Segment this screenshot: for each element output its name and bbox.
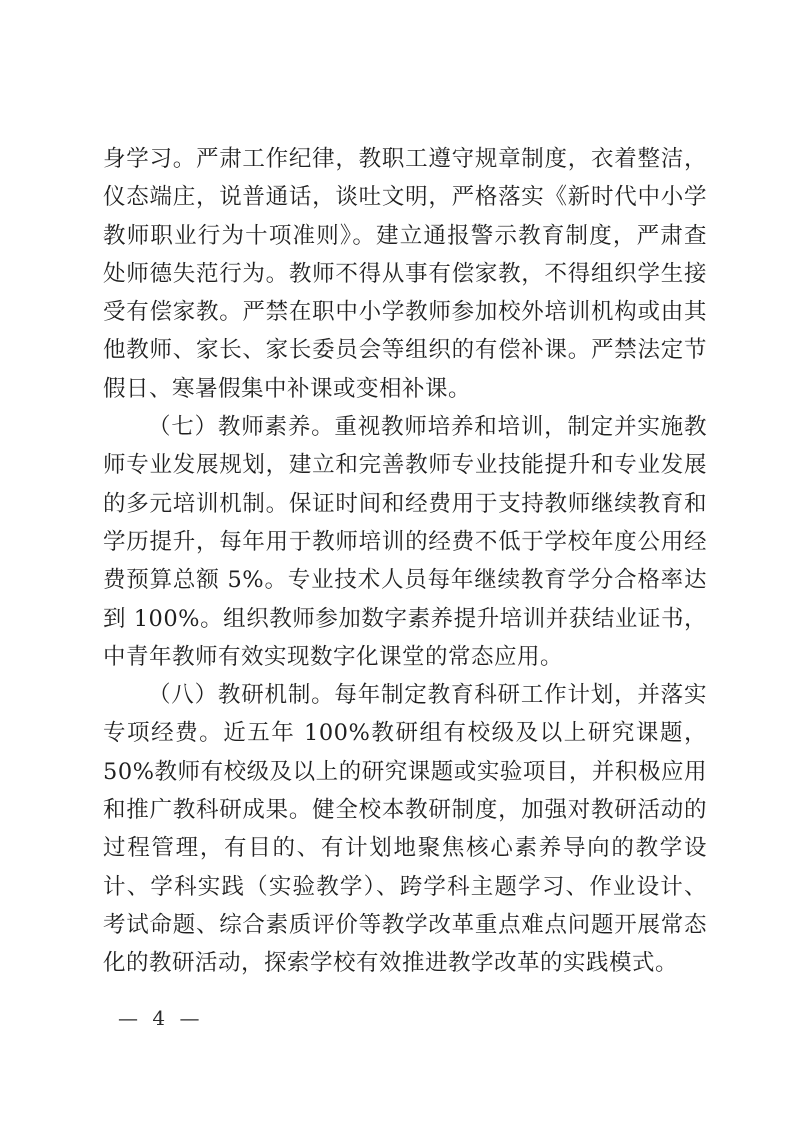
document-body (103, 140, 707, 983)
page-number: — 4 — (118, 1006, 204, 1030)
body-paragraph-item-8: （八）教研机制。每年制定教育科研工作计划，并落实专项经费。近五年 100%教研组有校级及以上研究课题，50%教师有校级及以上的研究课题或实验项目，并积极应用和推广教科研成果。健全校本教研制度，加强对教研活动的过程管理，有目的、有计划地聚焦核心素养导向的教学设计、学科实践（实验教学）、跨学科主题学习、作业设计、考试命题、综合素质评价等教学改革重点难点问题开展常态化的教研活动，探索学校有效推进教学改革的实践模式。 (103, 682, 707, 977)
body-paragraph: 身学习。严肃工作纪律，教职工遵守规章制度，衣着整洁，仪态端庄，说普通话，谈吐文明，严格落实《新时代中小学教师职业行为十项准则》。建立通报警示教育制度，严肃查处师德失范行为。教师不得从事有偿家教，不得组织学生接受有偿家教。严禁在职中小学教师参加校外培训机构或由其他教师、家长、家长委员会等组织的有偿补课。严禁法定节假日、寒暑假集中补课或变相补课。 (103, 146, 707, 402)
body-paragraph-item-7: （七）教师素养。重视教师培养和培训，制定并实施教师专业发展规划，建立和完善教师专业技能提升和专业发展的多元培训机制。保证时间和经费用于支持教师继续教育和学历提升，每年用于教师培训的经费不低于学校年度公用经费预算总额 5%。专业技术人员每年继续教育学分合格率达到 100%。组织教师参加数字素养提升培训并获结业证书，中青年教师有效实现数字化课堂的常态应用。 (103, 414, 707, 670)
